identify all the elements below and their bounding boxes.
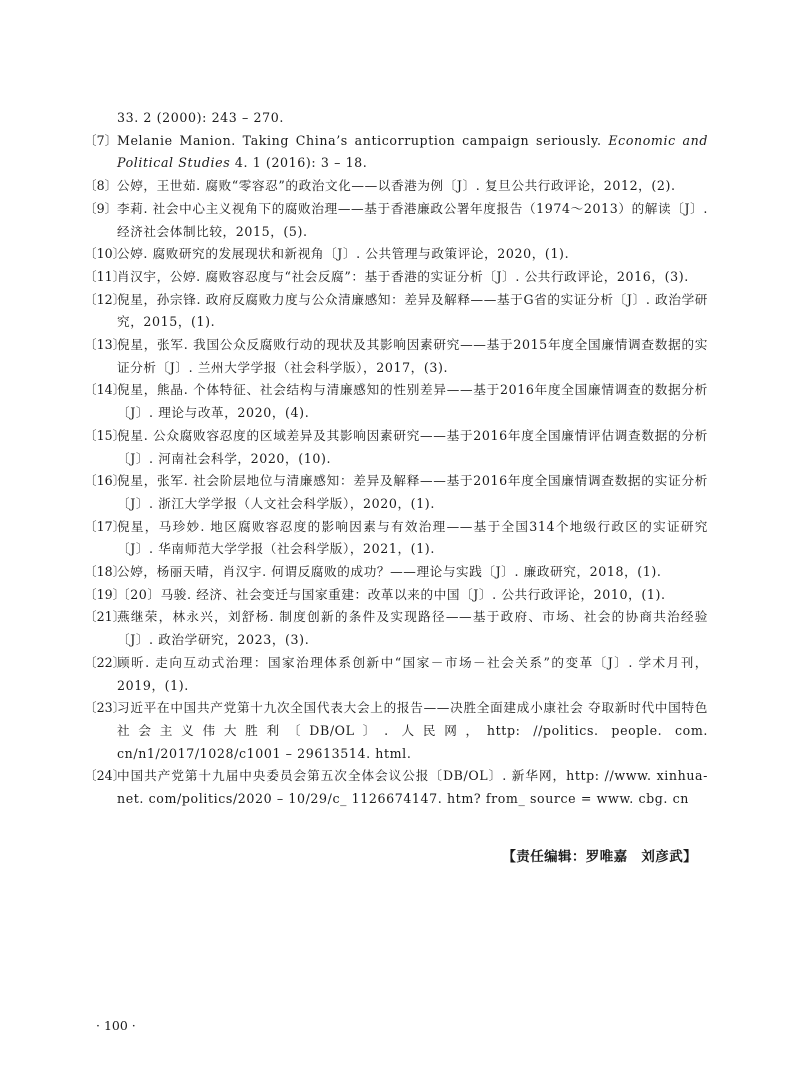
reference-item — [84, 289, 708, 334]
reference-text — [117, 561, 708, 584]
reference-item — [84, 561, 708, 584]
reference-item — [84, 697, 708, 765]
reference-segment: 习近平在中国共产党第十九次全国代表大会上的报告——决胜全面建成小康社会 夺取新时代中国特色社会主义伟大胜利〔DB/OL〕. 人民网，http: //politics. people. com. cn/n1/2017/1028/c1001 – 29613514. html. — [117, 700, 708, 761]
reference-text: 33. 2 (2000): 243 – 270. — [117, 110, 284, 125]
reference-item — [84, 606, 708, 651]
reference-continuation — [84, 107, 708, 130]
reference-item — [84, 584, 708, 607]
reference-item — [84, 266, 708, 289]
reference-number: 〔14〕 — [84, 382, 126, 398]
reference-text — [117, 266, 708, 289]
reference-item — [84, 425, 708, 470]
reference-segment: 倪星，张军. 社会阶层地位与清廉感知：差异及解释——基于2016年度全国廉情调查数据的实证分析〔J〕. 浙江大学学报（人文社会科学版），2020，(1). — [117, 473, 708, 511]
reference-segment: 倪星，张军. 我国公众反腐败行动的现状及其影响因素研究——基于2015年度全国廉情调查数据的实证分析〔J〕. 兰州大学学报（社会科学版），2017，(3). — [117, 337, 708, 375]
reference-item — [84, 243, 708, 266]
reference-list — [84, 107, 708, 811]
reference-item — [84, 765, 708, 810]
reference-number: 〔19〕 — [84, 586, 126, 602]
reference-text — [117, 198, 708, 243]
reference-items — [84, 130, 708, 811]
editor-note: 【责任编辑：罗唯嘉 刘彦武】 — [502, 849, 697, 865]
reference-text — [117, 584, 708, 607]
reference-number: 〔23〕 — [84, 700, 126, 716]
reference-segment: 倪星，孙宗锋. 政府反腐败力度与公众清廉感知：差异及解释——基于G省的实证分析〔J〕. 政治学研究，2015，(1). — [117, 291, 708, 330]
reference-number: 〔12〕 — [84, 291, 126, 307]
reference-segment: 燕继荣，林永兴，刘舒杨. 制度创新的条件及实现路径——基于政府、市场、社会的协商共治经验〔J〕. 政治学研究，2023，(3). — [117, 609, 708, 648]
reference-item — [84, 379, 708, 424]
reference-text — [117, 516, 708, 561]
reference-text — [117, 289, 708, 334]
reference-number: 〔7〕 — [84, 132, 118, 148]
reference-number: 〔15〕 — [84, 427, 126, 443]
reference-text — [117, 697, 708, 765]
reference-number: 〔18〕 — [84, 564, 126, 580]
reference-segment: 公婷. 腐败研究的发展现状和新视角〔J〕. 公共管理与政策评论，2020，(1). — [117, 246, 570, 262]
reference-segment: 倪星，马珍妙. 地区腐败容忍度的影响因素与有效治理——基于全国314个地级行政区的实证研究〔J〕. 华南师范大学学报（社会科学版），2021，(1). — [117, 518, 708, 557]
reference-item — [84, 652, 708, 697]
reference-item — [84, 198, 708, 243]
reference-text — [117, 379, 708, 424]
reference-segment: 李莉. 社会中心主义视角下的腐败治理——基于香港廉政公署年度报告（1974～2013）的解读〔J〕. 经济社会体制比较，2015，(5). — [117, 200, 708, 239]
reference-number: 〔24〕 — [84, 768, 126, 784]
reference-segment: 公婷，杨丽天晴，肖汉宇. 何谓反腐败的成功？——理论与实践〔J〕. 廉政研究，2018，(1). — [117, 564, 662, 580]
reference-text — [117, 606, 708, 651]
reference-segment: 4. 1 (2016): 3 – 18. — [230, 155, 368, 171]
reference-text — [117, 425, 708, 470]
reference-segment: 倪星. 公众腐败容忍度的区域差异及其影响因素研究——基于2016年度全国廉情评估调查数据的分析〔J〕. 河南社会科学，2020，(10). — [117, 427, 708, 466]
reference-number: 〔8〕 — [84, 178, 118, 194]
reference-text — [117, 470, 708, 515]
reference-segment: 中国共产党第十九届中央委员会第五次全体会议公报〔DB/OL〕. 新华网，http: //www. xinhua-net. com/politics/2020 – 10/29/c_ 1126674147. htm? from_ source = www. cbg. cn — [117, 768, 708, 807]
reference-number: 〔9〕 — [84, 200, 118, 216]
reference-text — [117, 334, 708, 379]
reference-segment: 公婷，王世茹. 腐败“零容忍”的政治文化——以香港为例〔J〕. 复旦公共行政评论，2012，(2). — [117, 178, 676, 194]
reference-number: 〔16〕 — [84, 473, 126, 489]
reference-item — [84, 470, 708, 515]
reference-text — [117, 175, 708, 198]
reference-item — [84, 334, 708, 379]
page-number: · 100 · — [96, 1018, 136, 1033]
reference-number: 〔21〕 — [84, 609, 126, 625]
reference-segment: 〔20〕马骏. 经济、社会变迁与国家重建：改革以来的中国〔J〕. 公共行政评论，2010，(1). — [117, 586, 666, 602]
reference-text — [117, 130, 708, 175]
reference-number: 〔13〕 — [84, 337, 126, 353]
reference-number: 〔11〕 — [84, 268, 126, 284]
reference-number: 〔22〕 — [84, 654, 126, 670]
reference-segment: 肖汉宇，公婷. 腐败容忍度与“社会反腐”：基于香港的实证分析〔J〕. 公共行政评论，2016，(3). — [117, 268, 689, 284]
reference-number: 〔10〕 — [84, 246, 126, 262]
reference-number: 〔17〕 — [84, 518, 126, 534]
reference-item — [84, 175, 708, 198]
reference-item — [84, 516, 708, 561]
reference-segment: Melanie Manion. Taking China’s anticorruption campaign seriously. — [117, 132, 609, 148]
reference-text — [117, 243, 708, 266]
reference-text — [117, 652, 708, 697]
reference-segment: 倪星，熊晶. 个体特征、社会结构与清廉感知的性别差异——基于2016年度全国廉情调查的数据分析〔J〕. 理论与改革，2020，(4). — [117, 382, 708, 421]
reference-text — [117, 765, 708, 810]
reference-item — [84, 130, 708, 175]
journal-title: Economic and Political Studies — [117, 132, 708, 171]
reference-segment: 顾昕. 走向互动式治理：国家治理体系创新中“国家－市场－社会关系”的变革〔J〕. 学术月刊，2019，(1). — [117, 654, 708, 693]
